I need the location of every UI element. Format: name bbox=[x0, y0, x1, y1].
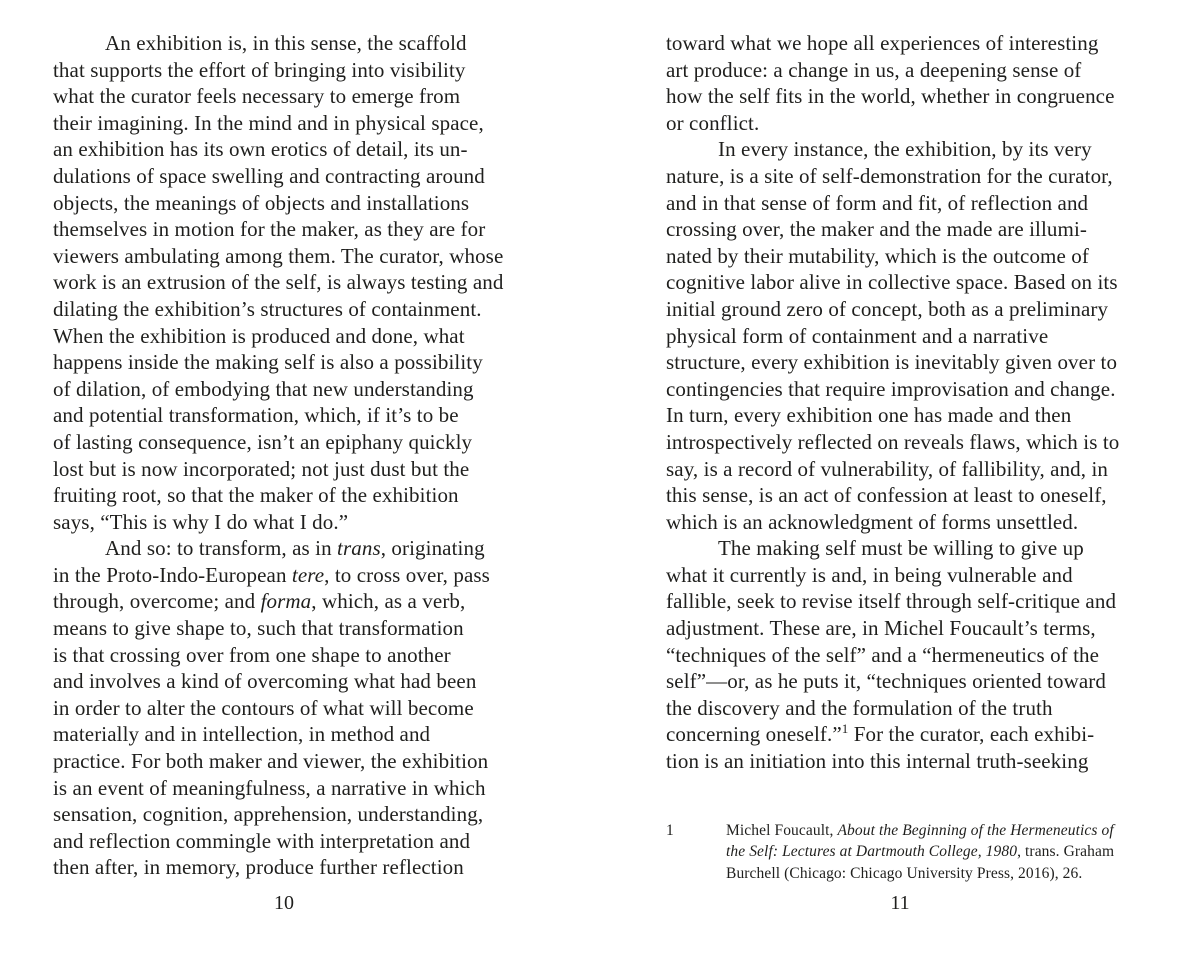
text-line: contingencies that require improvisation and change. bbox=[666, 376, 1116, 401]
text-line: what it currently is and, in being vulnerable and bbox=[666, 562, 1073, 587]
text-line: self”—or, as he puts it, “techniques oriented toward bbox=[666, 669, 1106, 694]
text-line: or conflict. bbox=[666, 110, 760, 135]
text-line: concerning oneself.”$^1$ For the curator, each exhibi- bbox=[666, 721, 1095, 747]
text-line: then after, in memory, produce further reflection bbox=[53, 855, 464, 880]
text-line: Burchell (Chicago: Chicago University Press, 2016), 26. bbox=[726, 865, 1083, 883]
text-line: is that crossing over from one shape to another bbox=[53, 642, 451, 667]
text-line: that supports the effort of bringing into visibility bbox=[53, 57, 466, 82]
text-line: and in that sense of form and fit, of reflection and bbox=[666, 190, 1089, 215]
page-number-left: 10 bbox=[274, 892, 294, 914]
text-line: the Self: Lectures at Dartmouth College, 1980, trans. Graham bbox=[726, 843, 1115, 861]
text-line: adjustment. These are, in Michel Foucault’s terms, bbox=[666, 616, 1096, 641]
text-line: viewers ambulating among them. The curator, whose bbox=[53, 243, 504, 268]
text-line: The making self must be willing to give up bbox=[718, 536, 1084, 561]
text-line: say, is a record of vulnerability, of fallibility, and, in bbox=[666, 456, 1109, 481]
text-line: an exhibition has its own erotics of detail, its un- bbox=[53, 137, 468, 162]
footnote-citation bbox=[726, 820, 1166, 885]
text-line: the discovery and the formulation of the truth bbox=[666, 695, 1053, 720]
text-line: what the curator feels necessary to emerge from bbox=[53, 84, 461, 109]
text-line: of dilation, of embodying that new understanding bbox=[53, 376, 474, 401]
text-line: And so: to transform, as in trans, originating bbox=[105, 536, 485, 561]
text-line: fallible, seek to revise itself through self-critique and bbox=[666, 589, 1117, 614]
text-line: In turn, every exhibition one has made and then bbox=[666, 403, 1072, 428]
text-line: and reflection commingle with interpretation and bbox=[53, 828, 471, 853]
text-line: art produce: a change in us, a deepening sense of bbox=[666, 57, 1082, 82]
text-line: crossing over, the maker and the made are illumi- bbox=[666, 217, 1087, 242]
text-line: in order to alter the contours of what will become bbox=[53, 695, 474, 720]
text-line: through, overcome; and forma, which, as a verb, bbox=[53, 589, 466, 614]
text-line: dulations of space swelling and contracting around bbox=[53, 163, 485, 188]
right-page-text-column bbox=[666, 30, 1166, 885]
text-line: which is an acknowledgment of forms unsettled. bbox=[666, 509, 1079, 534]
text-line: lost but is now incorporated; not just dust but the bbox=[53, 456, 470, 481]
text-line: means to give shape to, such that transformation bbox=[53, 616, 464, 641]
text-line: toward what we hope all experiences of interesting bbox=[666, 31, 1099, 55]
text-line: in the Proto-Indo-European tere, to cross over, pass bbox=[53, 562, 490, 587]
text-line: themselves in motion for the maker, as they are for bbox=[53, 217, 486, 242]
text-line: fruiting root, so that the maker of the exhibition bbox=[53, 483, 459, 508]
text-line: introspectively reflected on reveals flaws, which is to bbox=[666, 429, 1120, 454]
page-number-right: 11 bbox=[890, 892, 910, 914]
text-line: nated by their mutability, which is the outcome of bbox=[666, 243, 1089, 268]
text-line: materially and in intellection, in method and bbox=[53, 722, 431, 747]
text-line: structure, every exhibition is inevitably given over to bbox=[666, 350, 1118, 375]
footnote bbox=[666, 820, 1166, 885]
text-line: An exhibition is, in this sense, the scaffold bbox=[105, 31, 467, 55]
text-line: Michel Foucault, About the Beginning of the Hermeneutics of bbox=[726, 821, 1114, 839]
text-line: physical form of containment and a narrative bbox=[666, 323, 1049, 348]
text-line: how the self fits in the world, whether in congruence bbox=[666, 84, 1115, 109]
text-line: is an event of meaningfulness, a narrative in which bbox=[53, 775, 486, 800]
text-line: work is an extrusion of the self, is always testing and bbox=[53, 270, 504, 295]
text-line: sensation, cognition, apprehension, understanding, bbox=[53, 802, 484, 827]
text-line: nature, is a site of self-demonstration for the curator, bbox=[666, 163, 1113, 188]
text-line: When the exhibition is produced and done, what bbox=[53, 323, 465, 348]
text-line: initial ground zero of concept, both as a preliminary bbox=[666, 296, 1109, 321]
text-line: says, “This is why I do what I do.” bbox=[53, 509, 349, 534]
text-line: dilating the exhibition’s structures of containment. bbox=[53, 296, 482, 321]
text-line: cognitive labor alive in collective space. Based on its bbox=[666, 270, 1118, 295]
text-line: this sense, is an act of confession at least to oneself, bbox=[666, 483, 1107, 508]
text-line: of lasting consequence, isn’t an epiphany quickly bbox=[53, 429, 473, 454]
text-line: their imagining. In the mind and in physical space, bbox=[53, 110, 484, 135]
text-line: practice. For both maker and viewer, the exhibition bbox=[53, 749, 489, 774]
text-line: “techniques of the self” and a “hermeneutics of the bbox=[666, 642, 1100, 667]
left-page-text-column bbox=[53, 30, 553, 881]
text-line: happens inside the making self is also a possibility bbox=[53, 350, 483, 375]
text-line: tion is an initiation into this internal truth-seeking bbox=[666, 749, 1089, 774]
text-line: and involves a kind of overcoming what had been bbox=[53, 669, 477, 694]
text-line: objects, the meanings of objects and installations bbox=[53, 190, 470, 215]
footnote-number: 1 bbox=[666, 821, 674, 839]
text-line: In every instance, the exhibition, by its very bbox=[718, 137, 1092, 162]
right-page-body-text bbox=[666, 30, 1166, 775]
text-line: and potential transformation, which, if it’s to be bbox=[53, 403, 459, 428]
